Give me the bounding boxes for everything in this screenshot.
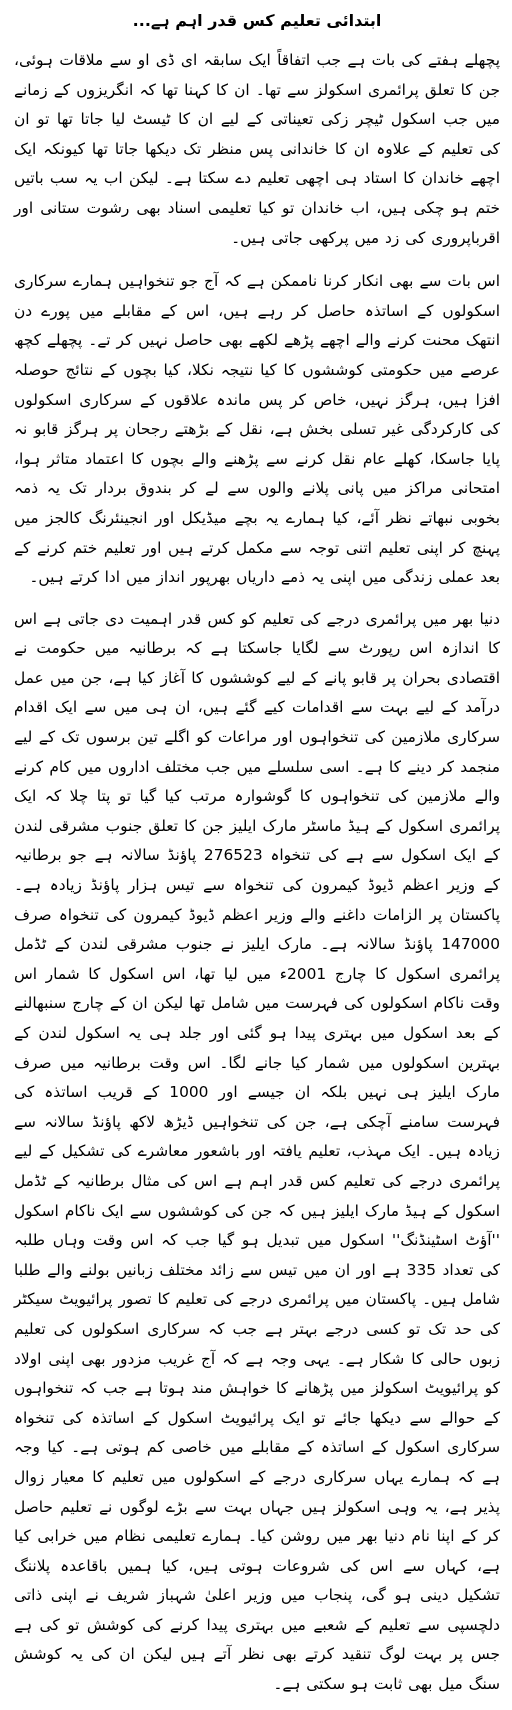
paragraph-2: اس بات سے بھی انکار کرنا ناممکن ہے کہ آج جو تنخواہیں ہمارے سرکاری اسکولوں کے اساتذہ حاصل کر رہے ہیں، اس کے مقابلے میں پورے دن انتھک محنت کرنے والے اچھے پڑھے لکھے بھی حاصل نہیں کر تے۔ پچھلے کچھ عرصے میں حکومتی کوششوں کا کیا نتیجہ نکلا، کیا بچوں کے نتائج حوصلہ افزا ہیں، ہرگز نہیں، خاص کر پس ماندہ علاقوں کے سرکاری اسکولوں کی کارکردگی غیر تسلی بخش ہے، نقل کے بڑھتے رجحان پر ہرگز قابو نہ پایا جاسکا، کھلے عام نقل کرنے سے پڑھنے والے بچوں کا اعتماد متاثر ہوا، امتحانی مراکز میں پانی پلانے والوں سے لے کر بندوق بردار تک یہ ذمہ بخوبی نبھاتے نظر آئے، کیا ہمارے یہ بچے میڈیکل اور انجینئرنگ کالجز میں پہنچ کر اپنی تعلیم اتنی توجہ سے مکمل کرتے ہیں اور تعلیم ختم کرنے کے بعد عملی زندگی میں اپنی یہ ذمے داریاں بھرپور انداز میں ادا کرتے ہیں۔ [14, 272, 500, 587]
paragraph-1: پچھلے ہفتے کی بات ہے جب اتفاقاً ایک سابقہ ای ڈی او سے ملاقات ہوئی، جن کا تعلق پرائمری اسکولز سے تھا۔ ان کا کہنا تھا کہ انگریزوں کے زمانے میں جب اسکول ٹیچر زکی تعیناتی کے لیے ان کا ٹیسٹ لیا جاتا تھا تو ان کی تعلیم کے علاوہ ان کا خاندانی پس منظر تک دیکھا جاتا تھا کیونکہ ایک اچھے خاندان کا استاد ہی اچھی تعلیم دے سکتا ہے۔ لیکن اب یہ سب باتیں ختم ہو چکی ہیں، اب خاندان تو کیا تعلیمی اسناد بھی رشوت ستانی اور اقرباپروری کی زد میں پرکھی جاتی ہیں۔ [14, 51, 500, 247]
article-title: ابتدائی تعلیم کس قدر اہم ہے... [132, 11, 382, 30]
article [14, 6, 500, 1710]
paragraph-3: دنیا بھر میں پرائمری درجے کی تعلیم کو کس قدر اہمیت دی جاتی ہے اس کا اندازہ اس رپورٹ سے لگایا جاسکتا ہے کہ برطانیہ میں حکومت نے اقتصادی بحران پر قابو پانے کے لیے کوششوں کا آغاز کیا ہے، جن میں عمل درآمد کے لیے بہت سے اقدامات کیے گئے ہیں، ان ہی میں سے ایک اقدام سرکاری ملازمین کی تنخواہوں اور مراعات کو اگلے تین برسوں تک کے لیے منجمد کر دینے کا ہے۔ اسی سلسلے میں جب مختلف اداروں میں کام کرنے والے ملازمین کی تنخواہوں کا گوشوارہ مرتب کیا گیا تو پتا چلا کہ ایک پرائمری اسکول کے ہیڈ ماسٹر مارک ایلیز جن کا تعلق جنوب مشرقی لندن کے ایک اسکول سے ہے کی تنخواہ 276523 پاؤنڈ سالانہ ہے جو برطانیہ کے وزیر اعظم ڈیوڈ کیمرون کی تنخواہ سے تیس ہزار پاؤنڈ زیادہ ہے۔ پاکستان پر الزامات داغنے والے وزیر اعظم ڈیوڈ کیمرون کی تنخواہ صرف 147000 پاؤنڈ سالانہ ہے۔ مارک ایلیز نے جنوب مشرقی لندن کے ٹڈمل پرائمری اسکول کا چارج 2001ء میں لیا تھا، اس اسکول کا شمار اس وقت ناکام اسکولوں کی فہرست میں شامل تھا لیکن ان کے چارج سنبھالنے کے بعد اسکول میں بہتری پیدا ہو گئی اور جلد ہی یہ اسکول لندن کے بہترین اسکولوں میں شمار کیا جانے لگا۔ اس وقت برطانیہ میں صرف مارک ایلیز ہی نہیں بلکہ ان جیسے اور 1000 کے قریب اساتذہ کی فہرست سامنے آچکی ہے، جن کی تنخواہیں ڈیڑھ لاکھ پاؤنڈ سالانہ سے زیادہ ہیں۔ ایک مہذب، تعلیم یافتہ اور باشعور معاشرے کی تشکیل کے لیے پرائمری درجے کی تعلیم کس قدر اہم ہے اس کی مثال برطانیہ کے ٹڈمل اسکول کے ہیڈ مارک ایلیز ہیں کہ جن کی کوششوں سے ایک ناکام اسکول ''آؤٹ اسٹینڈنگ'' اسکول میں تبدیل ہو گیا جب کہ اس وقت وہاں طلبہ کی تعداد 335 ہے اور ان میں تیس سے زائد مختلف زبانیں بولنے والے طلبا شامل ہیں۔ پاکستان میں پرائمری درجے کی تعلیم کا تصور پرائیویٹ سیکٹر کی حد تک تو کسی درجے بہتر ہے جب کہ سرکاری اسکولوں کی تعلیم زبوں حالی کا شکار ہے۔ یہی وجہ ہے کہ آج غریب مزدور بھی اپنی اولاد کو پرائیویٹ اسکولز میں پڑھانے کا خواہش مند ہوتا ہے جب کہ تنخواہوں کے حوالے سے دیکھا جائے تو ایک پرائیویٹ اسکول کے اساتذہ کی تنخواہ سرکاری اسکول کے اساتذہ کے مقابلے میں خاصی کم ہوتی ہے۔ کیا وجہ ہے کہ ہمارے یہاں سرکاری درجے کے اسکولوں میں تعلیم کا معیار زوال پذیر ہے، یہ وہی اسکولز ہیں جہاں بہت سے بڑے لوگوں نے تعلیم حاصل کر کے اپنا نام دنیا بھر میں روشن کیا۔ ہمارے تعلیمی نظام میں خرابی کیا ہے، کہاں سے اس کی شروعات ہوتی ہیں، کیا ہمیں باقاعدہ پلاننگ تشکیل دینی ہو گی، پنجاب میں وزیر اعلیٰ شہباز شریف نے اپنی ذاتی دلچسپی سے تعلیم کے شعبے میں بہتری پیدا کرنے کی کوشش تو کی ہے جس پر بہت لوگ تنقید کرتے بھی نظر آتے ہیں لیکن ان کی یہ کوشش سنگ میل بھی ثابت ہو سکتی ہے۔ [14, 609, 500, 1694]
